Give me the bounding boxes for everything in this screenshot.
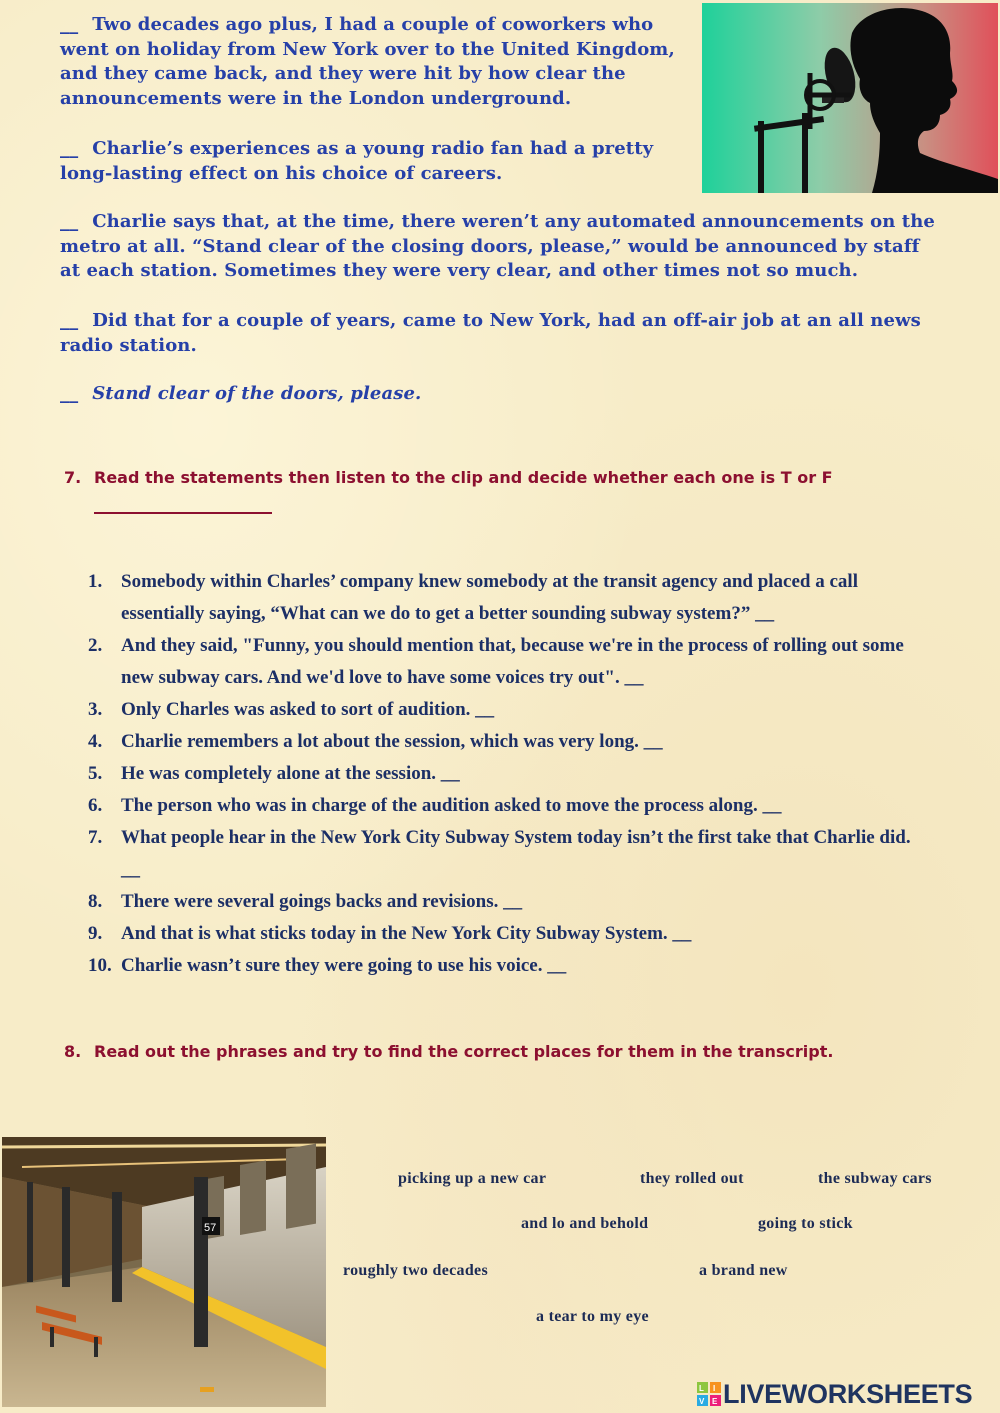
section-title: Read out the phrases and try to find the correct places for them in the transcript. xyxy=(94,1042,834,1061)
list-item: 3. Only Charles was asked to sort of audition. __ xyxy=(88,699,495,720)
svg-text:V: V xyxy=(699,1397,705,1406)
phrase-token[interactable]: a brand new xyxy=(699,1262,788,1279)
phrase-token[interactable]: they rolled out xyxy=(640,1170,744,1187)
section-title: Read the statements then listen to the clip and decide whether each one is T or F xyxy=(94,468,833,487)
phrase-token[interactable]: the subway cars xyxy=(818,1170,932,1187)
svg-text:L: L xyxy=(699,1384,704,1393)
subway-illustration xyxy=(2,1137,326,1407)
paragraph-text: Two decades ago plus, I had a couple of coworkers who went on holiday from New York over to the United Kingdom, and they came back, and they were hit by how clear the announcements were in the London underground. xyxy=(60,14,675,109)
liveworksheets-logo xyxy=(697,1378,972,1410)
list-item: 4. Charlie remembers a lot about the session, which was very long. __ xyxy=(88,731,663,752)
paragraph-4 xyxy=(60,309,940,358)
list-item: 1. Somebody within Charles’ company knew somebody at the transit agency and placed a call essentially saying, “What can we do to get a better sounding subway system?” __ xyxy=(88,571,858,624)
list-item: 10. Charlie wasn’t sure they were going to use his voice. __ xyxy=(88,955,567,976)
section-number: 7. xyxy=(64,468,82,487)
paragraph-5 xyxy=(60,382,940,407)
list-item: 9. And that is what sticks today in the New York City Subway System. __ xyxy=(88,923,692,944)
answer-blank[interactable]: __ xyxy=(60,310,79,331)
subway-station-image xyxy=(2,1137,326,1407)
paragraph-text: Stand clear of the doors, please. xyxy=(92,383,422,404)
phrase-token[interactable]: a tear to my eye xyxy=(536,1308,649,1325)
station-number-sign: 57 xyxy=(204,1222,217,1234)
list-item: 6. The person who was in charge of the audition asked to move the process along. __ xyxy=(88,795,782,816)
liveworksheets-logo-icon xyxy=(697,1382,721,1406)
phrase-token[interactable]: roughly two decades xyxy=(343,1262,488,1279)
list-item: 5. He was completely alone at the session. __ xyxy=(88,763,460,784)
phrase-token[interactable]: and lo and behold xyxy=(521,1215,649,1232)
singer-microphone-image xyxy=(702,3,998,193)
phrase-token[interactable]: going to stick xyxy=(758,1215,853,1232)
paragraph-1 xyxy=(60,13,680,111)
singer-silhouette xyxy=(702,3,998,193)
heading-underline xyxy=(94,512,272,514)
section-number: 8. xyxy=(64,1042,82,1061)
list-item: 7. What people hear in the New York City Subway System today isn’t the first take that Charlie did. __ xyxy=(88,827,911,880)
statements-list xyxy=(88,566,928,982)
paragraph-text: Charlie says that, at the time, there weren’t any automated announcements on the metro at all. “Stand clear of the closing doors, please,” would be announced by staff at each station. Sometimes they were very clear, and other times not so much. xyxy=(60,211,935,281)
phrase-token[interactable]: picking up a new car xyxy=(398,1170,547,1187)
logo-text: LIVEWORKSHEETS xyxy=(723,1378,973,1409)
answer-blank[interactable]: __ xyxy=(60,383,79,404)
list-item: 8. There were several goings backs and revisions. __ xyxy=(88,891,523,912)
section-7-heading xyxy=(64,468,833,487)
paragraph-text: Did that for a couple of years, came to New York, had an off-air job at an all news radio station. xyxy=(60,310,921,356)
section-8-heading xyxy=(64,1042,833,1061)
answer-blank[interactable]: __ xyxy=(60,211,79,232)
paragraph-2 xyxy=(60,137,680,186)
answer-blank[interactable]: __ xyxy=(60,14,79,35)
svg-text:E: E xyxy=(712,1397,718,1406)
svg-text:I: I xyxy=(713,1384,716,1393)
paragraph-3 xyxy=(60,210,940,284)
answer-blank[interactable]: __ xyxy=(60,138,79,159)
paragraph-text: Charlie’s experiences as a young radio fan had a pretty long-lasting effect on his choice of careers. xyxy=(60,138,654,184)
list-item: 2. And they said, "Funny, you should mention that, because we're in the process of rolling out some new subway cars. And we'd love to have some voices try out". __ xyxy=(88,635,904,688)
